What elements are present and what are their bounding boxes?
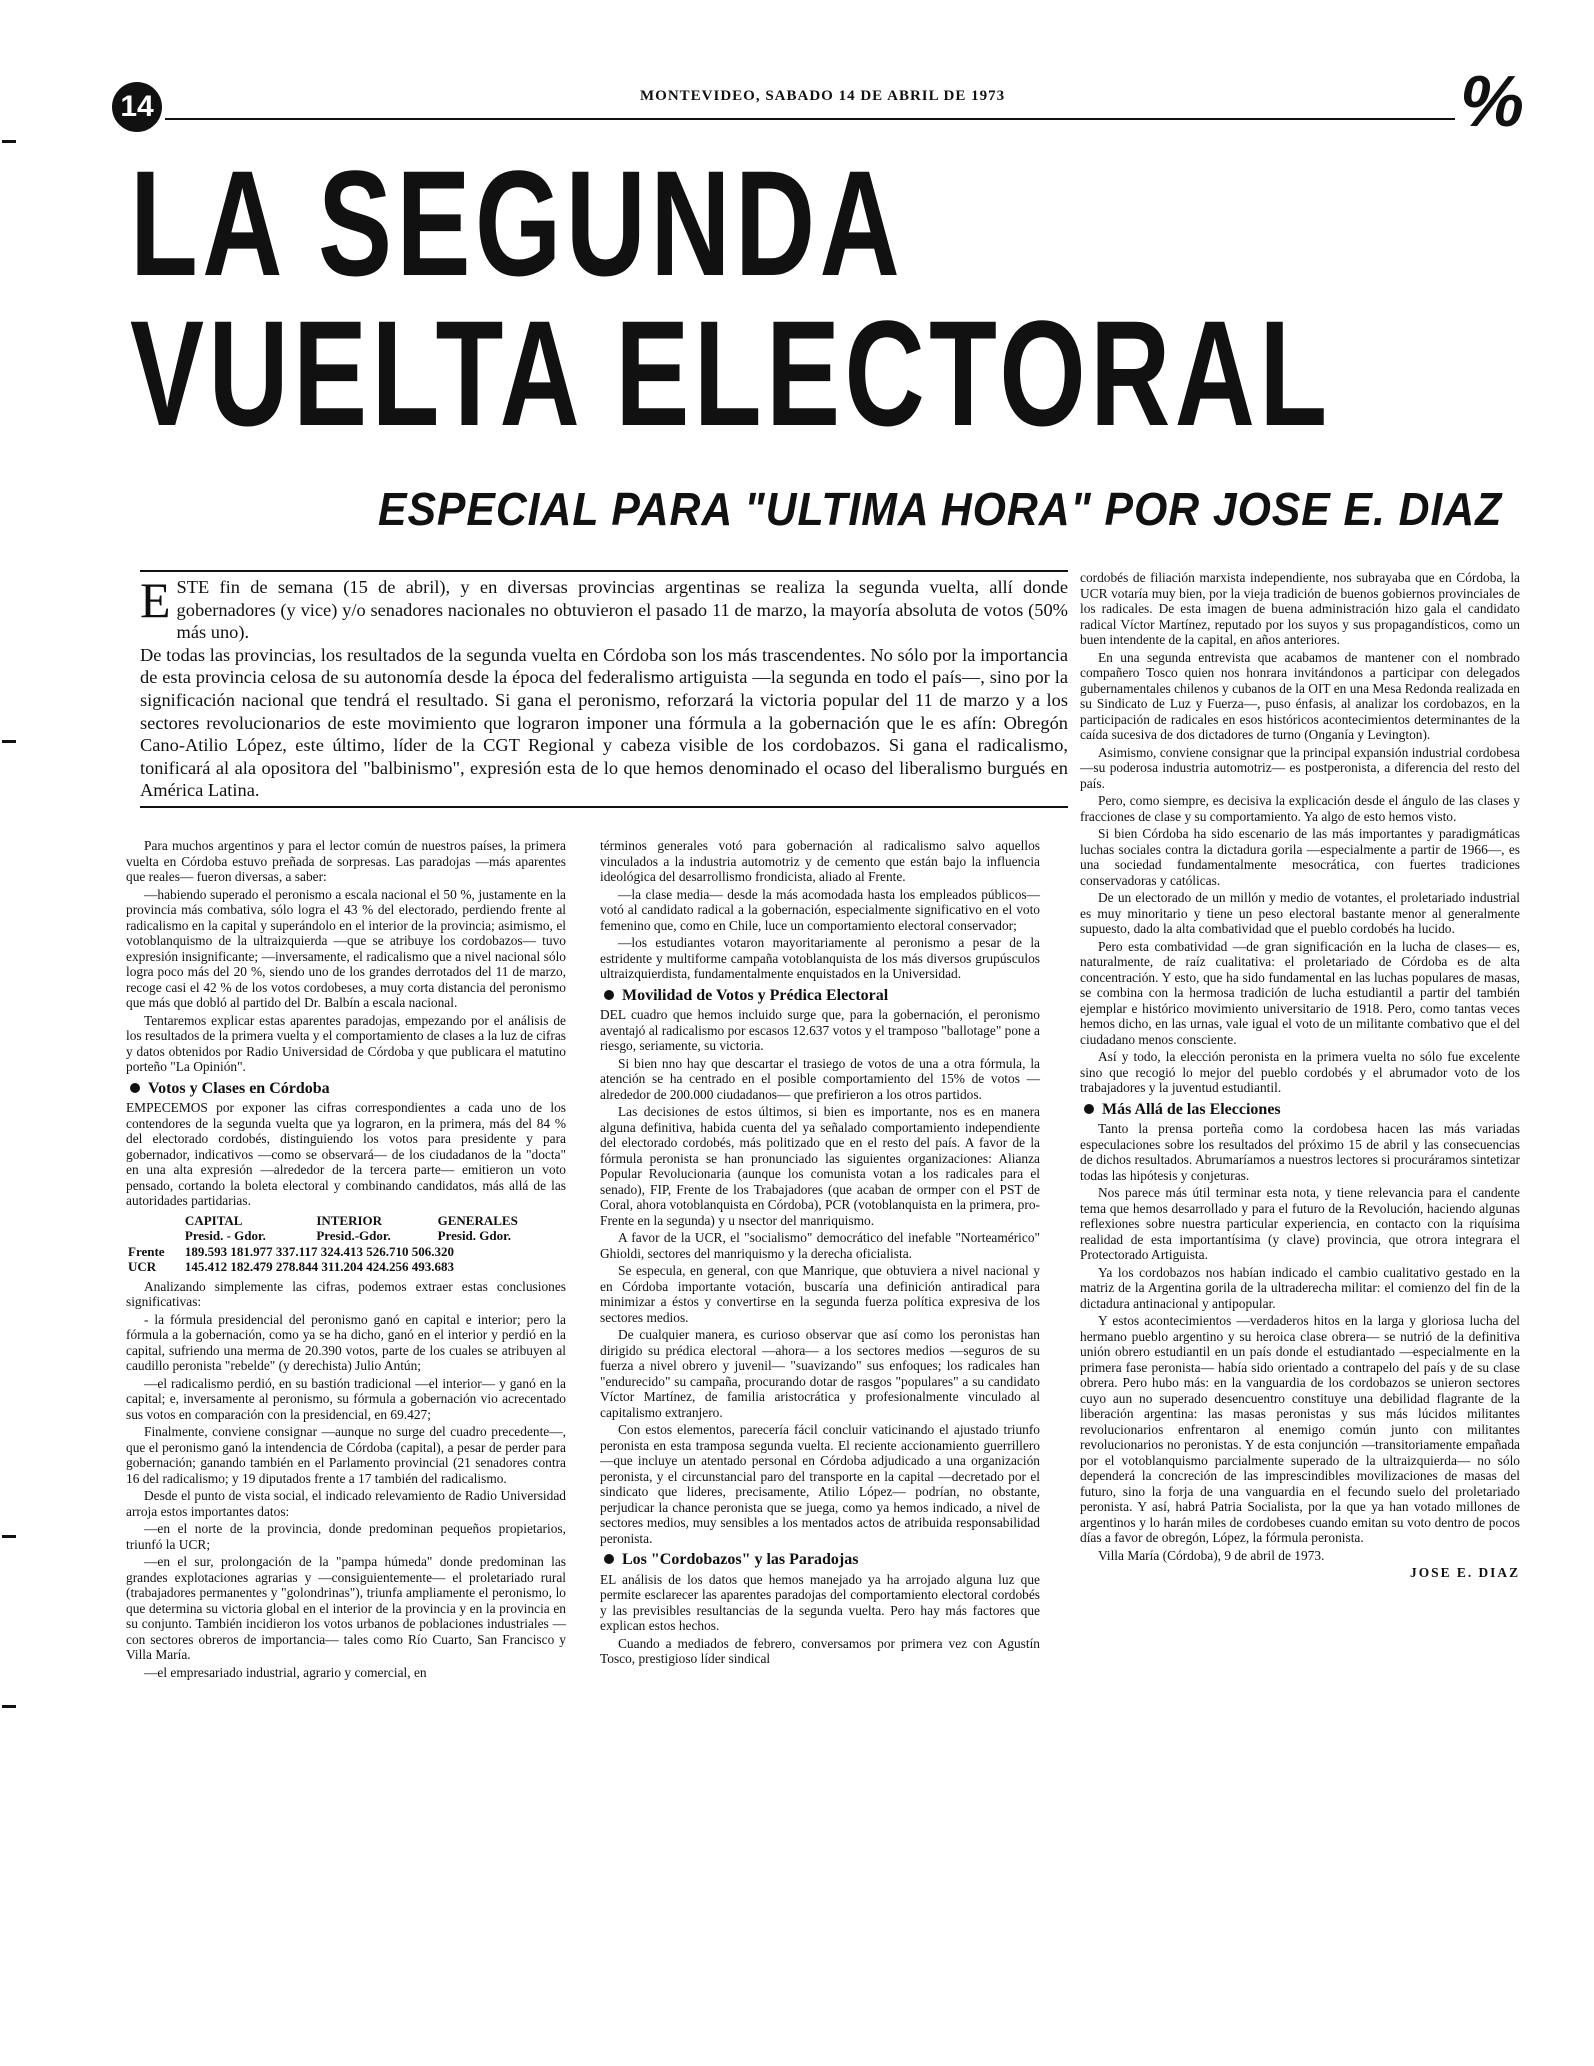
margin-mark	[2, 1705, 16, 1708]
headline-line-1: LA SEGUNDA	[130, 139, 905, 307]
body-paragraph: —los estudiantes votaron mayoritariamente al peronismo a pesar de la estridente y multiforme campaña votoblanquista de los más diversos grupúsculos ultraizquierdista, fundamentalmente enquistados en la Universidad.	[600, 935, 1040, 981]
article-column-2	[600, 838, 1040, 1669]
body-paragraph: En una segunda entrevista que acabamos de mantener con el nombrado compañero Tosco quien nos honrara invitándonos a participar con delegados gubernamentales chilenos y cubanos de la OIT en una Mesa Redonda realizada en su Sindicato de Luz y Fuerza—, puso énfasis, al analizar los cordobazos, en la participación de radicales en esos históricos acontecimientos determinantes de la caída sucesiva de dos dictadores de turno (Onganía y Levington).	[1080, 649, 1520, 742]
body-paragraph: De un electorado de un millón y medio de votantes, el proletariado industrial es muy minoritario y tiene un peso electoral bastante menor al generalmente supuesto, dado la alta combatividad que el pueblo cordobés ha lucido.	[1080, 890, 1520, 936]
row-values: 189.593 181.977 337.117 324.413 526.710 506.320	[184, 1243, 454, 1259]
body-paragraph: —el radicalismo perdió, en su bastión tradicional —el interior— y ganó en la capital; e, inversamente al peronismo, su fórmula a gobernación vio acrecentado sus votos en comparación con la presidencial, en 69.427;	[126, 1375, 566, 1422]
table-subheader: Presid.-Gdor.	[316, 1228, 391, 1243]
body-paragraph: A favor de la UCR, el "socialismo" democrático del inefable "Norteamérico" Ghioldi, sectores del manriquismo y la derecha oficialista.	[600, 1230, 1040, 1261]
body-paragraph: —en el norte de la provincia, donde predominan pequeños propietarios, triunfó la UCR;	[126, 1521, 566, 1552]
page-number-badge: 14	[112, 82, 162, 132]
body-paragraph: —en el sur, prolongación de la "pampa húmeda" donde predominan las grandes explotaciones agrarias y —consiguientemente— el proletariado rural (trabajadores permanentes y "golondrinas"), triunfa ampliamente el peronismo, lo que determina su victoria global en el interior de la provincia y en la provincia en su conjunto. También incidieron los votos urbanos de poblaciones industriales —con sectores obreros de importancia— tales como Río Cuarto, San Francisco y Villa María.	[126, 1554, 566, 1662]
bullet-icon	[604, 990, 614, 1000]
subheading-text: Los "Cordobazos" y las Paradojas	[622, 1551, 859, 1568]
body-paragraph: Finalmente, conviene consignar —aunque no surge del cuadro precedente—, que el peronismo ganó la intendencia de Córdoba (capital), a pesar de perder para gobernación; ganando también en el Parlamento provincial (21 senadores contra 16 del radicalismo; y 19 diputados frente a 17 también del radicalismo.	[126, 1424, 566, 1486]
body-paragraph: Si bien nno hay que descartar el trasiego de votos de una a otra fórmula, la atención se ha centrado en el posible comportamiento del 15% de votos —alrededor de 200.000 ciudadanos— que prefirieron a los otros partidos.	[600, 1055, 1040, 1102]
body-paragraph: —habiendo superado el peronismo a escala nacional el 50 %, justamente en la provincia más combativa, sólo logra el 43 % del electorado, perdiendo frente al radicalismo en la capital y superándolo en el interior de la provincia; asimismo, el votoblanquismo de la ultraizquierda —que se atribuye los cordobazos— tuvo expresión insignificante; —inversamente, el radicalismo que a nivel nacional sólo logra poco más del 20 %, siendo uno de los grandes derrotados del 11 de marzo, recoge casi el 42 % de los votos cordobeses, a muy corta distancia del peronismo que más que dobló al partido del Dr. Balbín a escala nacional.	[126, 886, 566, 1010]
dateline: MONTEVIDEO, SABADO 14 DE ABRIL DE 1973	[640, 88, 1006, 104]
subheading-mas-alla	[1080, 1102, 1520, 1118]
table-row	[126, 1244, 566, 1260]
subheading-movilidad-votos	[600, 988, 1040, 1004]
body-paragraph: cordobés de filiación marxista independiente, nos subrayaba que en Córdoba, la UCR votaría muy bien, por la vieja tradición de buenos gobiernos provinciales de los radicales. De esta imagen de buena administración hizo gala el candidato radical Víctor Martínez, reputado por los suyos y sus propagandísticos, como un buen intendente de la capital, en años anteriores.	[1080, 570, 1520, 647]
subheading-cordobazos	[600, 1552, 1040, 1568]
table-group-header: CAPITAL	[184, 1212, 243, 1228]
results-table	[126, 1213, 566, 1275]
article-column-3	[1080, 570, 1520, 1581]
byline: ESPECIAL PARA "ULTIMA HORA" POR JOSE E. DIAZ	[378, 483, 1503, 535]
body-paragraph: Analizando simplemente las cifras, podemos extraer estas conclusiones significativas:	[126, 1278, 566, 1309]
lead-paragraph-1	[140, 572, 1068, 644]
margin-mark	[2, 140, 16, 143]
body-paragraph: EL análisis de los datos que hemos manejado ya ha arrojado alguna luz que permite esclarecer las aparentes paradojas del comportamiento electoral cordobés y las previsibles resultancias de la segunda vuelta. Pero hay más factores que explican estos hechos.	[600, 1571, 1040, 1633]
body-paragraph: términos generales votó para gobernación al radicalismo salvo aquellos vinculados a la industria automotriz y de cemento que están bajo la influencia ideológica del desarrollismo frondicista, aliado al Frente.	[600, 838, 1040, 884]
body-paragraph: Pero, como siempre, es decisiva la explicación desde el ángulo de las clases y fracciones de clase y su comportamiento. Ya algo de esto hemos visto.	[1080, 793, 1520, 824]
body-paragraph: De cualquier manera, es curioso observar que así como los peronistas han dirigido su prédica electoral —ahora— a los sectores medios —seguros de su fuerza a nivel obrero y juvenil— "suavizando" sus enfoques; los radicales han "endurecido" su campaña, procurando dotar de rasgos "populares" a su candidato Víctor Martínez, de familia aristocrática y profesionalmente vinculado al capitalismo extranjero.	[600, 1327, 1040, 1420]
row-label: UCR	[128, 1259, 157, 1274]
headline-line-2: VUELTA ELECTORAL	[130, 289, 1332, 457]
lead-text-1: STE fin de semana (15 de abril), y en diversas provincias argentinas se realiza la segunda vuelta, allí donde gobernadores (y vice) y/o senadores nacionales no obtuvieron el pasado 11 de marzo, la mayoría absoluta de votos (50% más uno).	[176, 577, 1068, 643]
subheading-votos-clases	[126, 1081, 566, 1097]
article-column-1	[126, 838, 566, 1682]
body-paragraph: Y estos acontecimientos —verdaderos hitos en la larga y gloriosa lucha del hermano pueblo argentino y su heroica clase obrera— se nutrió de la definitiva unión obrero estudiantil en un país donde el estudiantado —especialmente en la primera fase peronista— había sido orientado a contrapelo del país y de su clase obrera. Pero hubo más: en la vanguardia de los cordobazos se unieron sectores cuyo aun no superado desencuentro constituye una debilidad flagrante de la liberación argentina: las masas peronistas y sus más lúcidos militantes revolucionarios enfrentaron al enemigo común junto con militantes revolucionarios no peronistas. Y de esta conjunción —transitoriamente empañada por el votoblanquismo parcialmente superado de la ultraizquierda— no sólo dependerá la concreción de las imprescindibles movilizaciones de masas del futuro, sino la forja de una vanguardia en el fecundo suelo del proletariado peronista. Y así, habrá Patria Socialista, por la que ya han votado millones de argentinos y lo harán miles de cordobeses cuando emitan su voto dentro de pocos días a favor de obregón, López, la fórmula peronista.	[1080, 1313, 1520, 1545]
table-subheader: Presid. - Gdor.	[184, 1228, 266, 1243]
body-paragraph: EMPECEMOS por exponer las cifras correspondientes a cada uno de los contendores de la segunda vuelta que ya lograron, en la primera, más del 84 % del electorado cordobés, distinguiendo los votos para presidente y para gobernador, indicativos —como se observará— de los ciudadanos de la "docta" en una alta expresión —alrededor de la tercera parte— emitieron un voto pensado, cortando la boleta electoral y combinando candidatos, más allá de las autoridades partidarias.	[126, 1100, 566, 1208]
body-paragraph: Pero esta combatividad —de gran significación en la lucha de clases— es, naturalmente, de raíz cualitativa: el proletariado de Córdoba es de alta concentración. Y esto, que ha sido fundamental en las luchas populares de masas, se combina con la hermosa tradición de lucha estudiantil a partir del también ejemplar e histórico movimiento universitario de 1918. Pero, como tantas veces hemos dicho, en las urnas, vale igual el voto de un militante combativo que el del ciudadano menos consciente.	[1080, 938, 1520, 1047]
body-paragraph: Las decisiones de estos últimos, si bien es importante, nos es en manera alguna definitiva, habida cuenta del ya señalado comportamiento independiente del electorado cordobés, más politizado que en el resto del país. A favor de la fórmula peronista se han pronunciado las siguientes organizaciones: Alianza Popular Revolucionaria (aunque los comunista votan a los radicales para el senado), FIP, Frente de los Trabajadores (que acaban de ormper con el PST de Coral, ahora votoblanquista en Córdoba), PCR (votoblanquista en la primera, pro-Frente en la segunda) y u nsector del manriquismo.	[600, 1104, 1040, 1228]
table-group-header: INTERIOR	[316, 1212, 383, 1228]
body-paragraph: - la fórmula presidencial del peronismo ganó en capital e interior; pero la fórmula a la gobernación, como ya se ha dicho, ganó en el interior y perdió en la capital, sufriendo una merma de 20.390 votos, parte de los cuales se atribuyen al caudillo peronista "rebelde" (y derechista) Julio Antún;	[126, 1311, 566, 1373]
row-values: 145.412 182.479 278.844 311.204 424.256 493.683	[184, 1259, 454, 1274]
table-group-header: GENERALES	[437, 1212, 518, 1228]
drop-cap: E	[140, 572, 171, 628]
masthead-rule	[165, 118, 1455, 120]
body-paragraph: Asimismo, conviene consignar que la principal expansión industrial cordobesa —su poderosa industria automotriz— es postperonista, a diferencia del resto del país.	[1080, 744, 1520, 791]
dateline-signoff: Villa María (Córdoba), 9 de abril de 1973.	[1098, 1547, 1325, 1563]
author-signature: JOSE E. DIAZ	[1410, 1565, 1520, 1580]
table-subheader: Presid. Gdor.	[437, 1228, 511, 1243]
subheading-text: Movilidad de Votos y Prédica Electoral	[622, 986, 889, 1004]
body-paragraph: Cuando a mediados de febrero, conversamos por primera vez con Agustín Tosco, prestigioso líder sindical	[600, 1635, 1040, 1666]
body-paragraph: Tanto la prensa porteña como la cordobesa hacen las más variadas especulaciones sobre los resultados del próximo 15 de abril y las consecuencias de dichos resultados. Abrumaríamos a nuestros lectores si procuráramos sintetizar todas las hipótesis y conjeturas.	[1080, 1121, 1520, 1183]
newspaper-logo: %	[1460, 62, 1525, 142]
margin-mark	[2, 740, 16, 743]
body-paragraph: Si bien Córdoba ha sido escenario de las más importantes y paradigmáticas luchas sociales contra la dictadura gorila —especialmente a partir de 1966—, es una sociedad fundamentalmente mesocrática, con fuertes tradiciones conservadoras y católicas.	[1080, 826, 1520, 888]
body-paragraph: Para muchos argentinos y para el lector común de nuestros países, la primera vuelta en Córdoba estuvo preñada de sorpresas. Las paradojas —más aparentes que reales— fueron diversas, a saber:	[126, 838, 566, 884]
body-paragraph: Desde el punto de vista social, el indicado relevamiento de Radio Universidad arroja estos importantes datos:	[126, 1488, 566, 1519]
row-label: Frente	[128, 1243, 165, 1259]
body-paragraph: —el empresariado industrial, agrario y comercial, en	[144, 1664, 427, 1680]
body-paragraph: DEL cuadro que hemos incluido surge que, para la gobernación, el peronismo aventajó al radicalismo por escasos 12.637 votos y el tramposo "ballotage" pone a riesgo, seriamente, su victoria.	[600, 1007, 1040, 1053]
body-paragraph: Tentaremos explicar estas aparentes paradojas, empezando por el análisis de los resultados de la primera vuelta y el comportamiento de clases a la luz de cifras y datos obtenidos por Radio Universidad de Córdoba y que publicara el matutino porteño "La Opinión".	[126, 1012, 566, 1074]
bullet-icon	[130, 1083, 140, 1093]
body-paragraph: —la clase media— desde la más acomodada hasta los empleados públicos— votó al candidato radical a la gobernación, especialmente significativo en el voto femenino que, como en Chile, luce un comportamiento electoral conservador;	[600, 886, 1040, 933]
bullet-icon	[1084, 1104, 1094, 1114]
table-row	[126, 1259, 566, 1275]
bullet-icon	[604, 1554, 614, 1564]
body-paragraph: Se especula, en general, con que Manrique, que obtuviera a nivel nacional y en Córdoba importante votación, buscaría una definición antiradical para minimizar a éstos y convertirse en la segunda fuerza política expresiva de los sectores medios.	[600, 1263, 1040, 1325]
lead-paragraph-box	[140, 570, 1068, 808]
margin-mark	[2, 1535, 16, 1538]
body-paragraph: Así y todo, la elección peronista en la primera vuelta no sólo fue excelente sino que recogió lo mejor del pueblo cordobés y el abrumador voto de los trabajadores y la juventud estudiantil.	[1080, 1049, 1520, 1095]
body-paragraph: Ya los cordobazos nos habían indicado el cambio cualitativo gestado en la matriz de la Argentina gorila de la ultraderecha militar: el comienzo del fin de la dictadura antinacional y antipopular.	[1080, 1264, 1520, 1311]
body-paragraph: Con estos elementos, parecería fácil concluir vaticinando el ajustado triunfo peronista en esta tramposa segunda vuelta. El reciente accionamiento guerrillero —que incluye un atentado personal en Córdoba adjudicado a una organización peronista, y el circunstancial paro del transporte en la capital —decretado por el sindicato que lideres, precisamente, Atilio López— podrían, no obstante, perjudicar la chance peronista que se juega, como ya hemos indicado, a nivel de sectores medios, muy sensibles a los mentados actos de atribuida responsabilidad peronista.	[600, 1422, 1040, 1546]
body-paragraph: Nos parece más útil terminar esta nota, y tiene relevancia para el candente tema que hemos desarrollado y para el futuro de la Revolución, haciendo algunas reflexiones sobre nuestra particular experiencia, en contacto con la riquísima realidad de esta importantísima (y clave) provincia, que otrora integrara el Protectorado Artiguista.	[1080, 1185, 1520, 1262]
subheading-text: Votos y Clases en Córdoba	[148, 1079, 330, 1097]
subheading-text: Más Allá de las Elecciones	[1102, 1100, 1281, 1118]
lead-paragraph-2: De todas las provincias, los resultados de la segunda vuelta en Córdoba son los más trascendentes. No sólo por la importancia de esta provincia celosa de su autonomía desde la época del federalismo artiguista —la segunda en todo el país—, sino por la significación nacional que tendrá el resultado. Si gana el peronismo, reforzará la victoria popular del 11 de marzo y a los sectores revolucionarios de este movimiento que lograron imponer una fórmula a la gobernación que le es afín: Obregón Cano-Atilio López, este último, líder de la CGT Regional y cabeza visible de los cordobazos. Si gana el radicalismo, tonificará al ala opositora del "balbinismo", expresión esta de lo que hemos denominado el ocaso del liberalismo burgués en América Latina.	[140, 644, 1068, 801]
